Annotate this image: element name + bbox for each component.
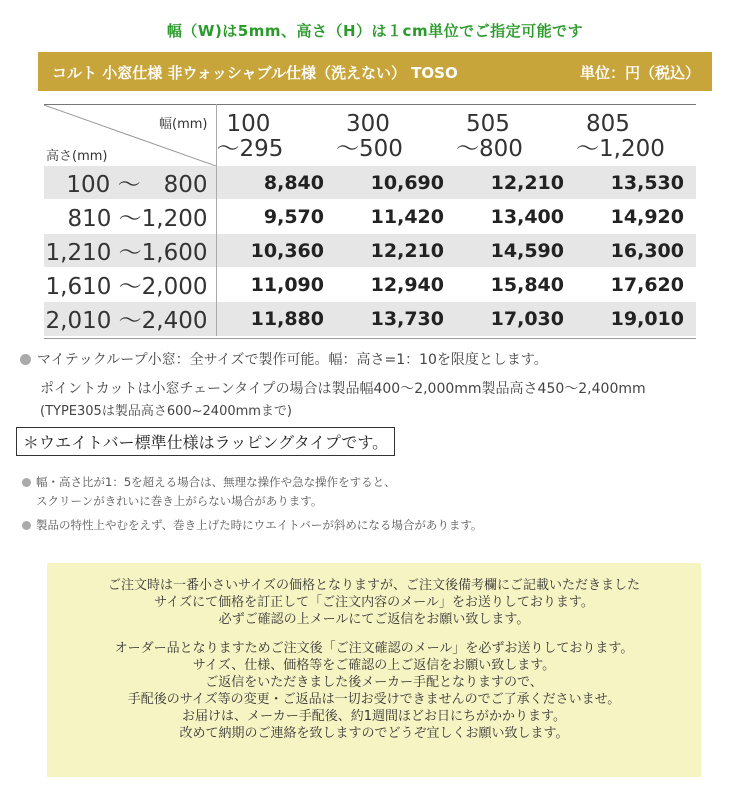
notice-line: サイズにて価格を訂正して「ご注文内容のメール」をお送りしております。 (154, 595, 594, 610)
price-cell: 11,880 (216, 302, 336, 336)
notice-line: オーダー品となりますためご注文後「ご注文確認のメール」を必ずお送りしております。 (114, 641, 634, 656)
note-text: 幅・高さ比が1：5を超える場合は、無理な操作や急な操作をすると、 (36, 475, 396, 489)
bullet-dot-icon (22, 478, 31, 487)
column-min: 300 (346, 111, 390, 137)
notice-line: ご返信をいただきました後メーカー手配となりますので、 (205, 675, 543, 690)
price-cell: 12,940 (336, 268, 456, 302)
price-cell: 11,090 (216, 268, 336, 302)
table-row (44, 302, 696, 336)
table-corner-cell (44, 105, 216, 166)
table-row (44, 166, 696, 200)
note-ratio-cont: スクリーンがきれいに巻き上がらない場合があります。 (36, 494, 323, 508)
price-cell: 13,730 (336, 302, 456, 336)
column-min: 805 (586, 111, 630, 137)
column-header (576, 105, 696, 166)
order-notice-box (47, 563, 701, 777)
table-row (44, 268, 696, 302)
column-max: ～500 (336, 136, 403, 162)
price-cell: 12,210 (336, 234, 456, 268)
column-header (336, 105, 456, 166)
price-cell: 13,530 (576, 166, 696, 200)
table-bottom-rule (44, 338, 696, 339)
width-axis-label: 幅(mm) (159, 117, 208, 132)
column-header (456, 105, 576, 166)
price-cell: 17,030 (456, 302, 576, 336)
note-text: 製品の特性上やむをえず、巻き上げた時にウエイトバーが斜めになる場合があります。 (36, 518, 483, 532)
height-range: 1,610 ～2,000 (44, 268, 216, 302)
column-min: 100 (226, 111, 271, 137)
height-range: 1,210 ～1,600 (44, 234, 216, 268)
weight-bar-note: ＊ウエイトバー標準仕様はラッピングタイプです。 (16, 427, 395, 456)
height-range: 100 ～ 800 (44, 166, 216, 200)
notice-line: サイズ、仕様、価格等をご確認の上ご返信をお願い致します。 (192, 658, 556, 673)
price-table (44, 104, 696, 336)
price-cell: 14,590 (456, 234, 576, 268)
note-type305: (TYPE305は製品高さ600~2400mmまで) (40, 404, 293, 419)
price-cell: 11,420 (336, 200, 456, 234)
column-min: 505 (466, 111, 510, 137)
bullet-dot-icon (22, 521, 31, 530)
price-cell: 14,920 (576, 200, 696, 234)
height-range: 810 ～1,200 (44, 200, 216, 234)
notice-paragraph (47, 640, 701, 742)
column-max: ～800 (456, 136, 523, 162)
note-point-cut: ポイントカットは小窓チェーンタイプの場合は製品幅400～2,000mm製品高さ450～2,400mm (40, 381, 646, 397)
price-cell: 16,300 (576, 234, 696, 268)
table-row (44, 234, 696, 268)
note-text: マイテックループ小窓：全サイズで製作可能。幅：高さ=1：10を限度とします。 (37, 352, 548, 368)
price-cell: 12,210 (456, 166, 576, 200)
price-cell: 15,840 (456, 268, 576, 302)
price-cell: 13,400 (456, 200, 576, 234)
size-spec-note: 幅（W)は5mm、高さ（H）は１cm単位でご指定可能です (166, 22, 584, 40)
column-max: ～295 (216, 136, 284, 162)
price-cell: 19,010 (576, 302, 696, 336)
price-cell: 10,690 (336, 166, 456, 200)
note-ratio (22, 474, 396, 490)
note-loop-window (20, 349, 548, 369)
notice-line: 改めて納期のご連絡を致しますのでどうぞ宜しくお願い致します。 (179, 726, 569, 741)
note-weight-bar-tilt (22, 517, 482, 533)
price-cell: 8,840 (216, 166, 336, 200)
notice-line: お届けは、メーカー手配後、約1週間ほどお日にちがかかります。 (182, 709, 566, 724)
product-banner (38, 52, 712, 91)
product-title: コルト 小窓仕様 非ウォッシャブル仕様（洗えない） TOSO (52, 64, 458, 82)
price-cell: 9,570 (216, 200, 336, 234)
notice-paragraph (47, 577, 701, 628)
height-axis-label: 高さ(mm) (46, 149, 108, 164)
notice-line: 必ずご確認の上メールにてご返信をお願い致します。 (218, 612, 530, 627)
column-header (216, 105, 336, 166)
price-cell: 10,360 (216, 234, 336, 268)
price-unit-label: 単位：円（税込） (579, 64, 700, 82)
height-range: 2,010 ～2,400 (44, 302, 216, 336)
bullet-dot-icon (20, 354, 31, 365)
price-cell: 17,620 (576, 268, 696, 302)
table-row (44, 200, 696, 234)
notice-line: ご注文時は一番小さいサイズの価格となりますが、ご注文後備考欄にご記載いただきました (108, 578, 640, 593)
column-max: ～1,200 (576, 136, 665, 162)
notice-line: 手配後のサイズ等の変更・ご返品は一切お受けできませんのでご了承くださいませ。 (127, 692, 621, 707)
table-header-row (44, 105, 696, 166)
